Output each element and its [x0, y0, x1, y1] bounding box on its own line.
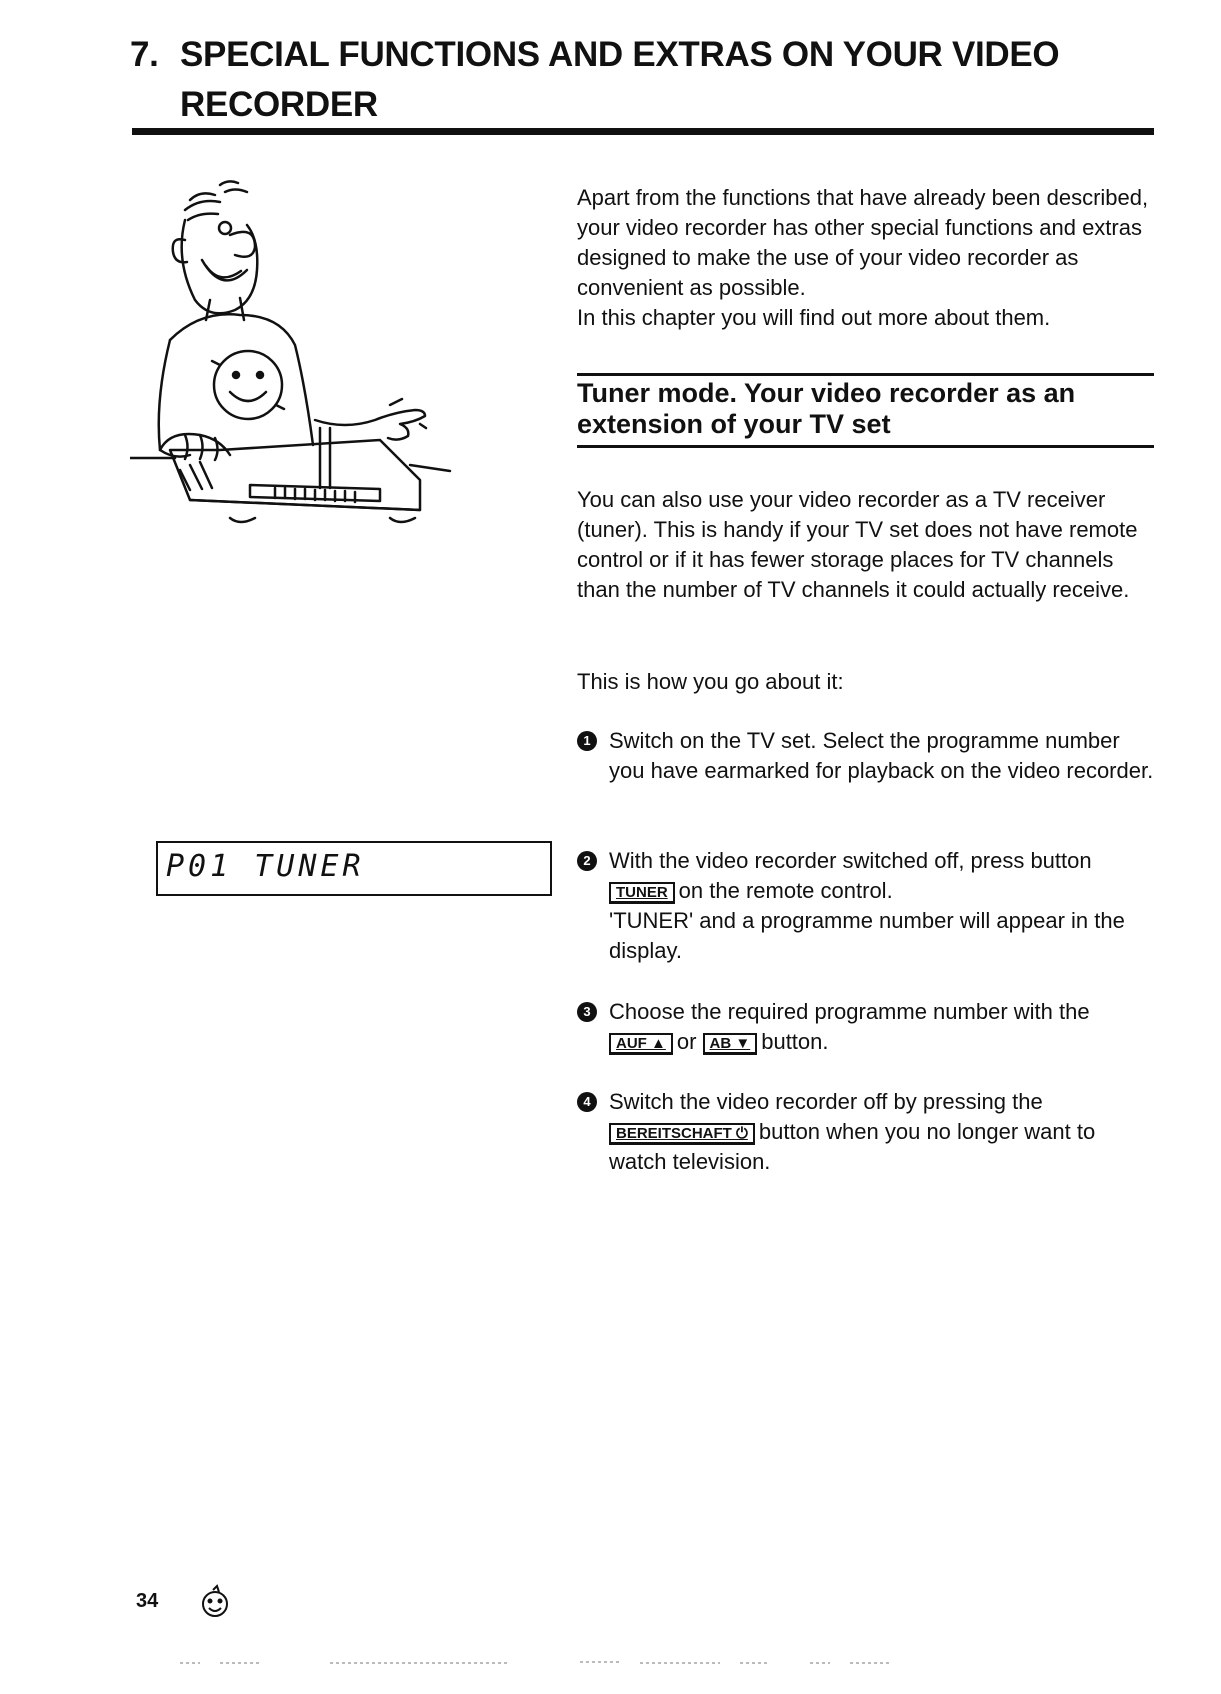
chapter-number: 7.: [130, 35, 159, 74]
man-with-video-recorder-illustration: [130, 180, 490, 600]
tuner-description: You can also use your video recorder as a TV receiver (tuner). This is handy if your TV set does not have remote control or if it has fewer storage places for TV channels than the number of TV channels it could actually receive.: [577, 487, 1138, 602]
step-text-after: on the remote control.: [678, 878, 893, 903]
step-4: [577, 1087, 1157, 1177]
step-1: [577, 726, 1157, 786]
or-text: or: [676, 1029, 697, 1054]
step-text: Switch on the TV set. Select the programme number you have earmarked for playback on the video recorder.: [609, 728, 1154, 783]
howto-text: This is how you go about it:: [577, 669, 844, 694]
title-rule: [132, 128, 1154, 135]
display-readout: [156, 841, 552, 896]
intro-text: Apart from the functions that have already been described, your video recorder has other special functions and extras designed to make the use of your video recorder as convenient as possible.: [577, 185, 1149, 300]
step-note: 'TUNER' and a programme number will appear in the display.: [609, 908, 1125, 963]
scan-artifact-line: [180, 1658, 940, 1668]
section-rule-top: [577, 373, 1154, 376]
ab-button-label: AB ▼: [703, 1033, 758, 1055]
step-text-after: button when you no longer want to watch television.: [609, 1119, 1096, 1174]
intro-text-2: In this chapter you will find out more about them.: [577, 305, 1051, 330]
step-3: [577, 997, 1157, 1057]
step-number-badge: 2: [577, 851, 597, 871]
step-text-before: Switch the video recorder off by pressing the: [609, 1089, 1043, 1114]
chapter-title-line1: SPECIAL FUNCTIONS AND EXTRAS ON YOUR VIDEO: [180, 35, 1060, 74]
smiley-logo-icon: [195, 1582, 235, 1622]
step-text: [609, 846, 1157, 966]
bereitschaft-button-label: BEREITSCHAFT ⏻: [609, 1123, 755, 1145]
page-number: 34: [136, 1590, 159, 1612]
step-number-badge: 1: [577, 731, 597, 751]
section-heading: Tuner mode. Your video recorder as an extension of your TV set: [577, 378, 1076, 439]
display-text: P01 TUNER: [166, 849, 365, 884]
step-text: [609, 1087, 1157, 1177]
step-number-badge: 4: [577, 1092, 597, 1112]
step-number-badge: 3: [577, 1002, 597, 1022]
step-text-before: Choose the required programme number with the: [609, 999, 1090, 1024]
chapter-title: [130, 30, 1140, 130]
step-text-before: With the video recorder switched off, press button: [609, 848, 1092, 873]
tuner-button-label: TUNER: [609, 882, 675, 904]
intro-paragraph: [577, 183, 1157, 333]
step-text: [609, 997, 1157, 1057]
step-2: [577, 846, 1157, 966]
step-text-after: button.: [761, 1029, 829, 1054]
chapter-title-line2: RECORDER: [180, 85, 378, 124]
section-rule-bottom: [577, 445, 1154, 448]
auf-button-label: AUF ▲: [609, 1033, 673, 1055]
